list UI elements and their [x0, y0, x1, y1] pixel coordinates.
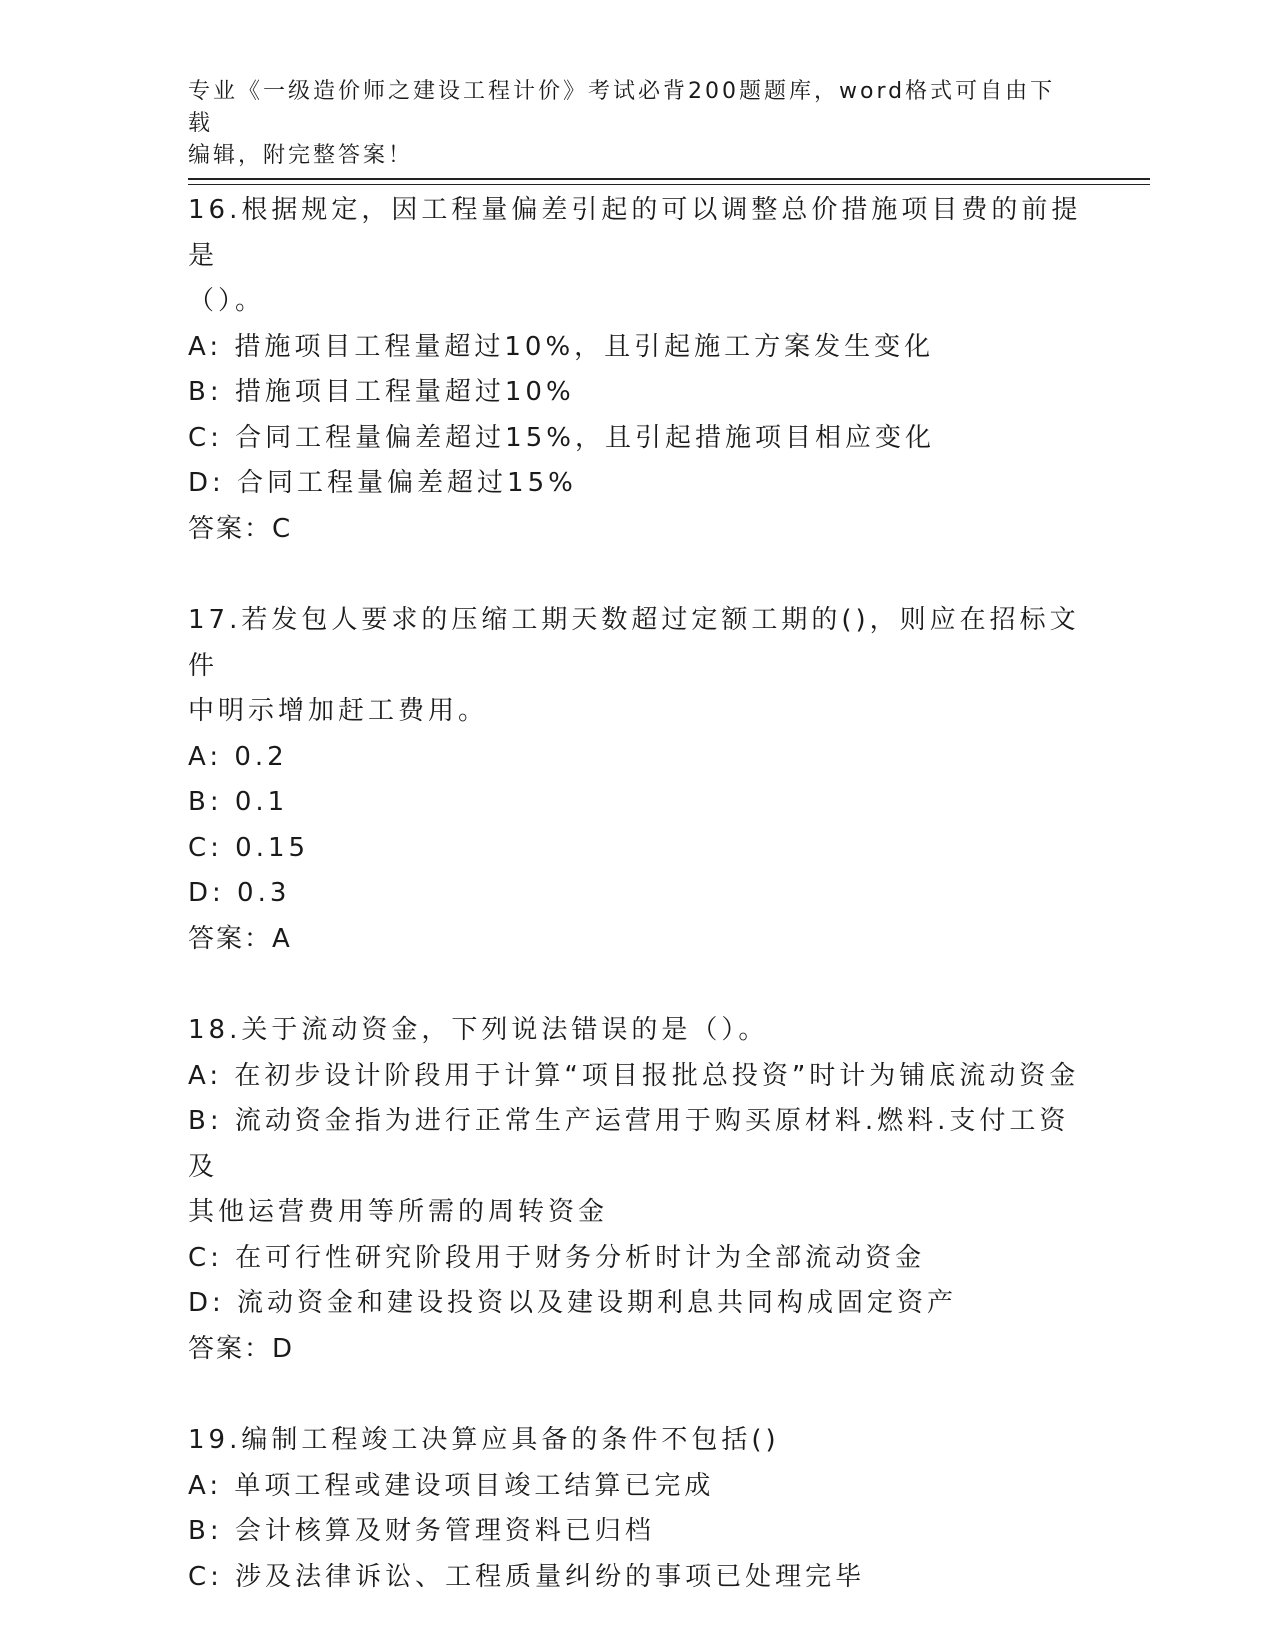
question-19: [188, 1418, 1088, 1600]
option-d: D: 流动资金和建设投资以及建设期利息共同构成固定资产: [188, 1288, 958, 1318]
question-stem: 17.若发包人要求的压缩工期天数超过定额工期的()，则应在招标文件: [188, 605, 1080, 681]
option-d: D: 合同工程量偏差超过15%: [188, 468, 577, 498]
option-c: C: 0.15: [188, 832, 310, 863]
header-line-2: 编辑，附完整答案！: [188, 143, 414, 168]
option-c: C: 在可行性研究阶段用于财务分析时计为全部流动资金: [188, 1242, 926, 1273]
question-stem: 16.根据规定，因工程量偏差引起的可以调整总价措施项目费的前提是: [188, 195, 1082, 271]
question-18: [188, 1008, 1088, 1372]
option-c: C: 合同工程量偏差超过15%，且引起措施项目相应变化: [188, 422, 935, 453]
header-divider-thick: [188, 178, 1150, 180]
option-b: B: 流动资金指为进行正常生产运营用于购买原材料.燃料.支付工资及: [188, 1106, 1070, 1182]
option-d: D: 0.3: [188, 878, 291, 908]
option-a: A: 单项工程或建设项目竣工结算已完成: [188, 1470, 715, 1501]
question-17: [188, 598, 1088, 962]
option-b: B: 措施项目工程量超过10%: [188, 377, 575, 407]
question-stem: 19.编制工程竣工决算应具备的条件不包括(): [188, 1425, 780, 1455]
answer: 答案：A: [188, 923, 292, 954]
header-line-1: 专业《一级造价师之建设工程计价》考试必背200题题库，word格式可自由下载: [188, 79, 1056, 136]
answer: 答案：D: [188, 1333, 295, 1364]
question-stem: 18.关于流动资金，下列说法错误的是（）。: [188, 1015, 769, 1045]
question-stem: （）。: [188, 286, 266, 316]
option-c: C: 涉及法律诉讼、工程质量纠纷的事项已处理完毕: [188, 1561, 866, 1592]
option-b: B: 会计核算及财务管理资料已归档: [188, 1516, 655, 1546]
option-b: B: 0.1: [188, 787, 289, 817]
question-16: [188, 188, 1088, 552]
question-list: [188, 188, 1088, 1600]
option-a: A: 措施项目工程量超过10%，且引起施工方案发生变化: [188, 331, 935, 362]
answer: 答案：C: [188, 513, 293, 544]
option-b-continued: 其他运营费用等所需的周转资金: [188, 1197, 609, 1227]
option-a: A: 在初步设计阶段用于计算“项目报批总投资”时计为铺底流动资金: [188, 1060, 1080, 1091]
question-stem: 中明示增加赶工费用。: [188, 696, 489, 726]
header-divider-thin: [188, 184, 1150, 185]
document-header: [188, 76, 1068, 172]
option-a: A: 0.2: [188, 741, 288, 772]
